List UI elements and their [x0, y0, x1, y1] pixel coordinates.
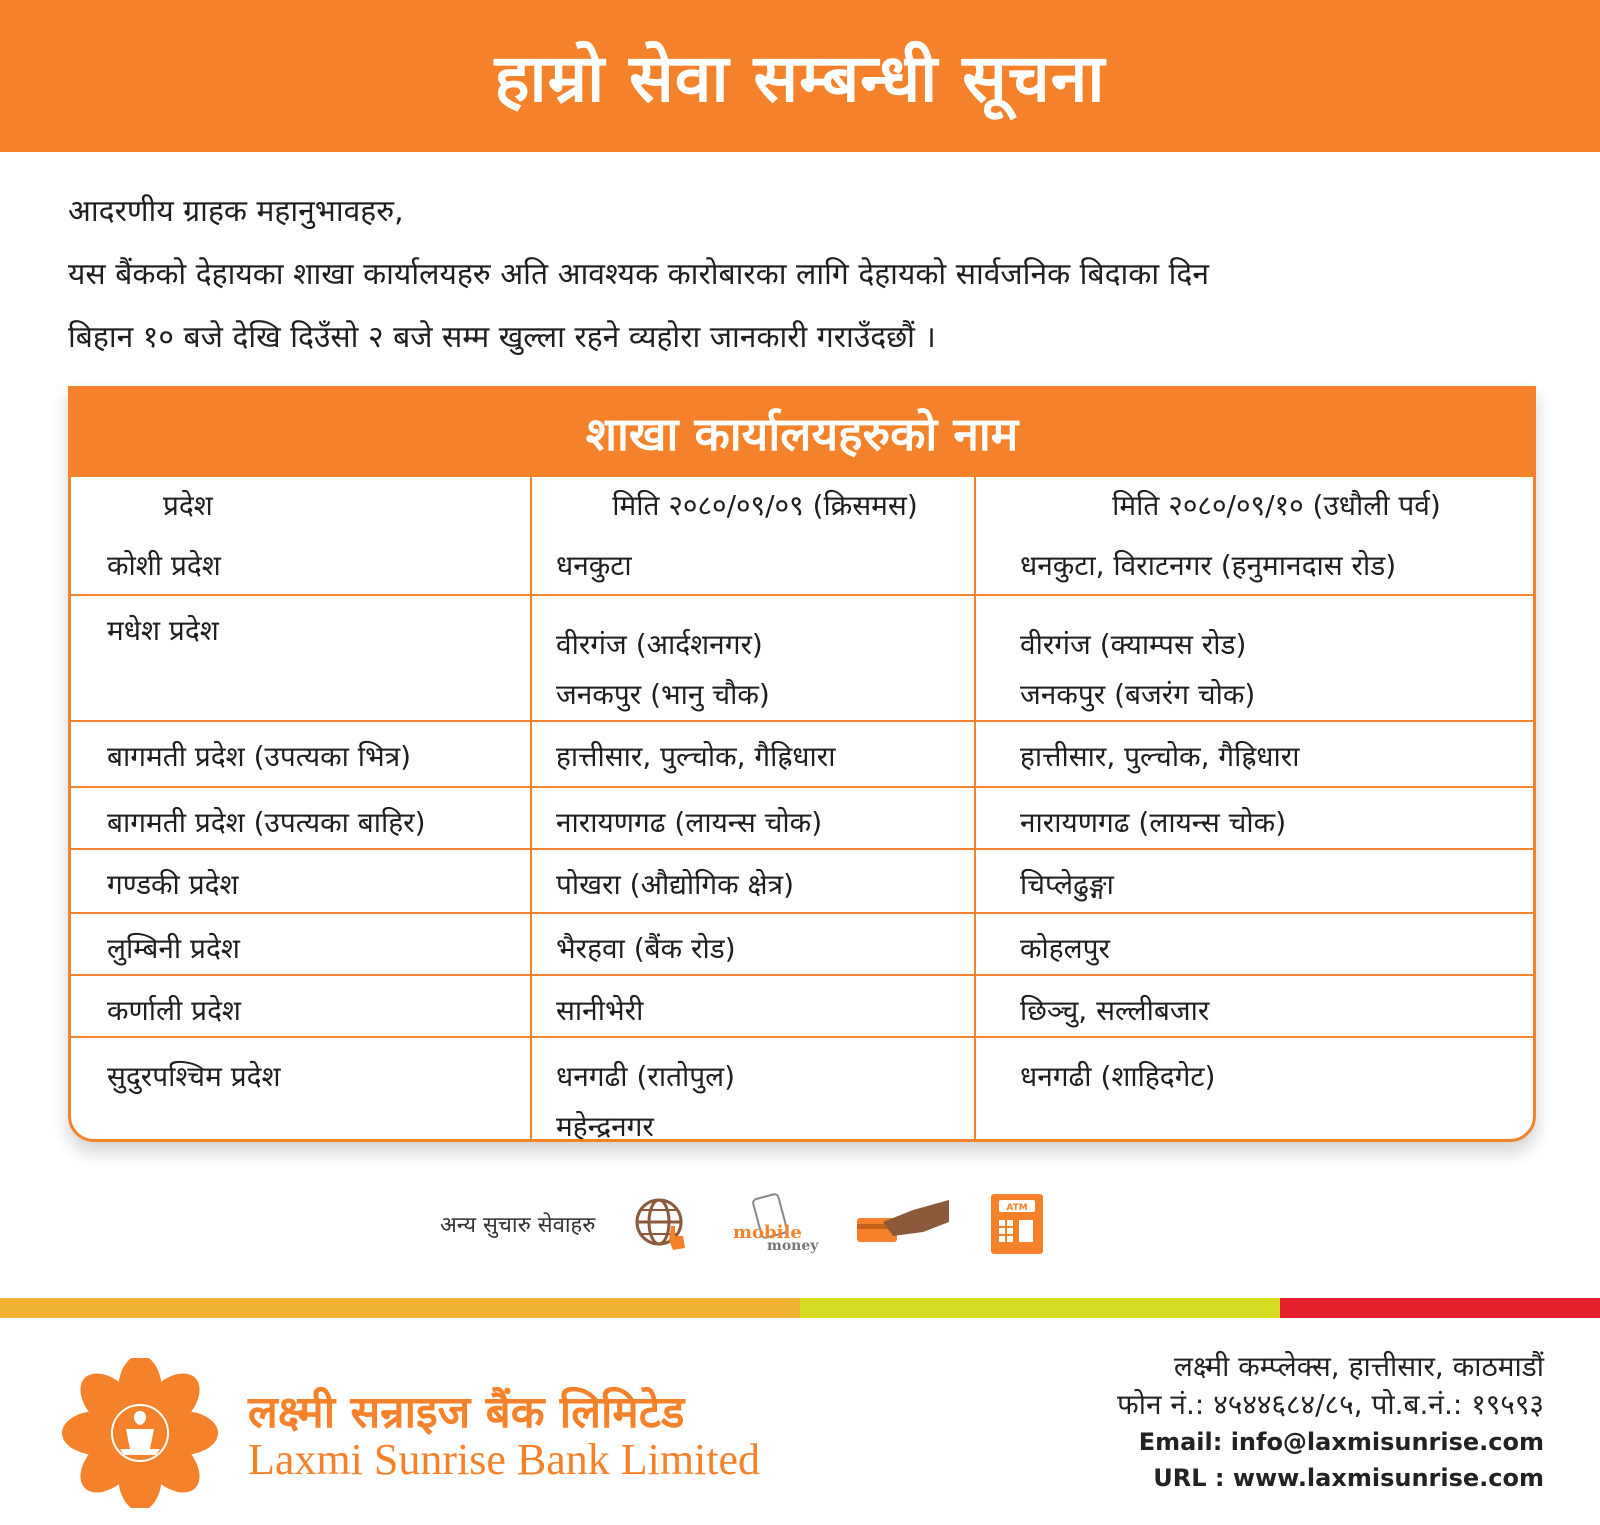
table-row — [71, 787, 1533, 849]
branch-name: वीरगंज (क्याम्पस रोड) — [1020, 628, 1247, 661]
table-row — [71, 1037, 1533, 1142]
branch-name: सानीभेरी — [556, 994, 644, 1027]
table-row — [71, 975, 1533, 1037]
day2-cell — [975, 531, 1533, 595]
day1-cell — [531, 913, 975, 975]
notice-header — [0, 0, 1600, 152]
atm-label: ATM — [1006, 1203, 1029, 1213]
day2-cell — [975, 721, 1533, 787]
card-payment-icon — [853, 1192, 953, 1256]
table-row — [71, 595, 1533, 721]
day1-cell — [531, 975, 975, 1037]
branch-name: वीरगंज (आर्दशनगर) — [556, 628, 763, 661]
branch-name: धनकुटा — [556, 549, 632, 582]
province-cell: बागमती प्रदेश (उपत्यका भित्र) — [71, 721, 531, 787]
branch-name: पोखरा (औद्योगिक क्षेत्र) — [556, 868, 795, 901]
bank-name-nepali: लक्ष्मी सन्राइज बैंक लिमिटेड — [248, 1387, 685, 1438]
mobile-money-word2: money — [767, 1238, 819, 1254]
color-stripe-yellow — [0, 1298, 800, 1318]
province-cell: गण्डकी प्रदेश — [71, 849, 531, 913]
header-date-2: मिति २०८०/०९/१० (उधौली पर्व) — [1112, 489, 1441, 522]
day2-cell — [975, 787, 1533, 849]
intro-line-1: यस बैंकको देहायका शाखा कार्यालयहरु अति आवश्यक कारोबारका लागि देहायको सार्वजनिक बिदाका दिन — [68, 257, 1209, 292]
table-row — [71, 913, 1533, 975]
color-stripe-red — [1280, 1298, 1600, 1318]
day2-cell — [975, 913, 1533, 975]
day1-cell — [531, 849, 975, 913]
branch-table-card — [68, 386, 1536, 1142]
services-label: अन्य सुचारु सेवाहरु — [440, 1213, 596, 1238]
branch-name: छिञ्चु, सल्लीबजार — [1020, 994, 1210, 1027]
branch-name: नारायणगढ (लायन्स चोक) — [1020, 806, 1287, 839]
branch-name: धनगढी (रातोपुल) — [556, 1060, 736, 1093]
notice-title: हाम्रो सेवा सम्बन्धी सूचना — [494, 40, 1106, 117]
table-row — [71, 721, 1533, 787]
branch-name: धनकुटा, विराटनगर (हनुमानदास रोड) — [1020, 549, 1397, 582]
day2-cell — [975, 849, 1533, 913]
branch-name: जनकपुर (बजरंग चोक) — [1020, 678, 1256, 711]
table-row — [71, 849, 1533, 913]
branch-name: नारायणगढ (लायन्स चोक) — [556, 806, 823, 839]
header-province: प्रदेश — [71, 477, 531, 531]
branch-name: धनगढी (शाहिदगेट) — [1020, 1060, 1216, 1093]
day2-cell — [975, 595, 1533, 721]
day2-cell — [975, 975, 1533, 1037]
branch-name: महेन्द्रनगर — [556, 1110, 654, 1142]
branch-name: हात्तीसार, पुल्चोक, गैह्रिधारा — [1020, 740, 1300, 773]
branch-name: जनकपुर (भानु चौक) — [556, 678, 770, 711]
branch-name: कोहलपुर — [1020, 932, 1110, 965]
phone: फोन नं.: ४५४४६८४/८५, पो.ब.नं.: १९५९३ — [1117, 1388, 1544, 1421]
province-cell: कोशी प्रदेश — [71, 531, 531, 595]
day1-cell — [531, 531, 975, 595]
intro-line-2: बिहान १० बजे देखि दिउँसो २ बजे सम्म खुल्ला रहने व्यहोरा जानकारी गराउँदछौं । — [68, 320, 936, 355]
branch-name: चिप्लेढुङ्गा — [1020, 868, 1114, 901]
day1-cell — [531, 595, 975, 721]
website-url[interactable]: URL : www.laxmisunrise.com — [1153, 1464, 1544, 1492]
province-cell: कर्णाली प्रदेश — [71, 975, 531, 1037]
internet-banking-icon — [629, 1192, 697, 1256]
contact-info — [1117, 1348, 1544, 1496]
branch-name: हात्तीसार, पुल्चोक, गैह्रिधारा — [556, 740, 836, 773]
color-stripe-lime — [800, 1298, 1280, 1318]
bank-logo — [60, 1358, 220, 1508]
province-cell: लुम्बिनी प्रदेश — [71, 913, 531, 975]
bank-name-english: Laxmi Sunrise Bank Limited — [248, 1435, 761, 1484]
mobile-money-icon — [727, 1192, 823, 1256]
branch-name: भैरहवा (बैंक रोड) — [556, 932, 736, 965]
day2-cell — [975, 1037, 1533, 1142]
address: लक्ष्मी कम्प्लेक्स, हात्तीसार, काठमाडौं — [1173, 1350, 1544, 1383]
province-cell: सुदुरपश्चिम प्रदेश — [71, 1037, 531, 1142]
table-header-row — [71, 477, 1533, 531]
day1-cell — [531, 787, 975, 849]
notice-intro — [68, 180, 1548, 369]
table-row — [71, 531, 1533, 595]
email[interactable]: Email: info@laxmisunrise.com — [1138, 1428, 1544, 1456]
province-cell: बागमती प्रदेश (उपत्यका बाहिर) — [71, 787, 531, 849]
province-cell: मधेश प्रदेश — [71, 595, 531, 721]
header-date-1: मिति २०८०/०९/०९ (क्रिसमस) — [531, 477, 975, 531]
greeting: आदरणीय ग्राहक महानुभावहरु, — [68, 194, 404, 229]
atm-icon — [983, 1192, 1051, 1256]
day1-cell — [531, 721, 975, 787]
branch-table-title: शाखा कार्यालयहरुको नाम — [71, 389, 1533, 477]
branch-table — [71, 477, 1533, 1142]
day1-cell — [531, 1037, 975, 1142]
mobile-money-word1: mobile — [733, 1222, 803, 1243]
other-services — [440, 1192, 1051, 1256]
